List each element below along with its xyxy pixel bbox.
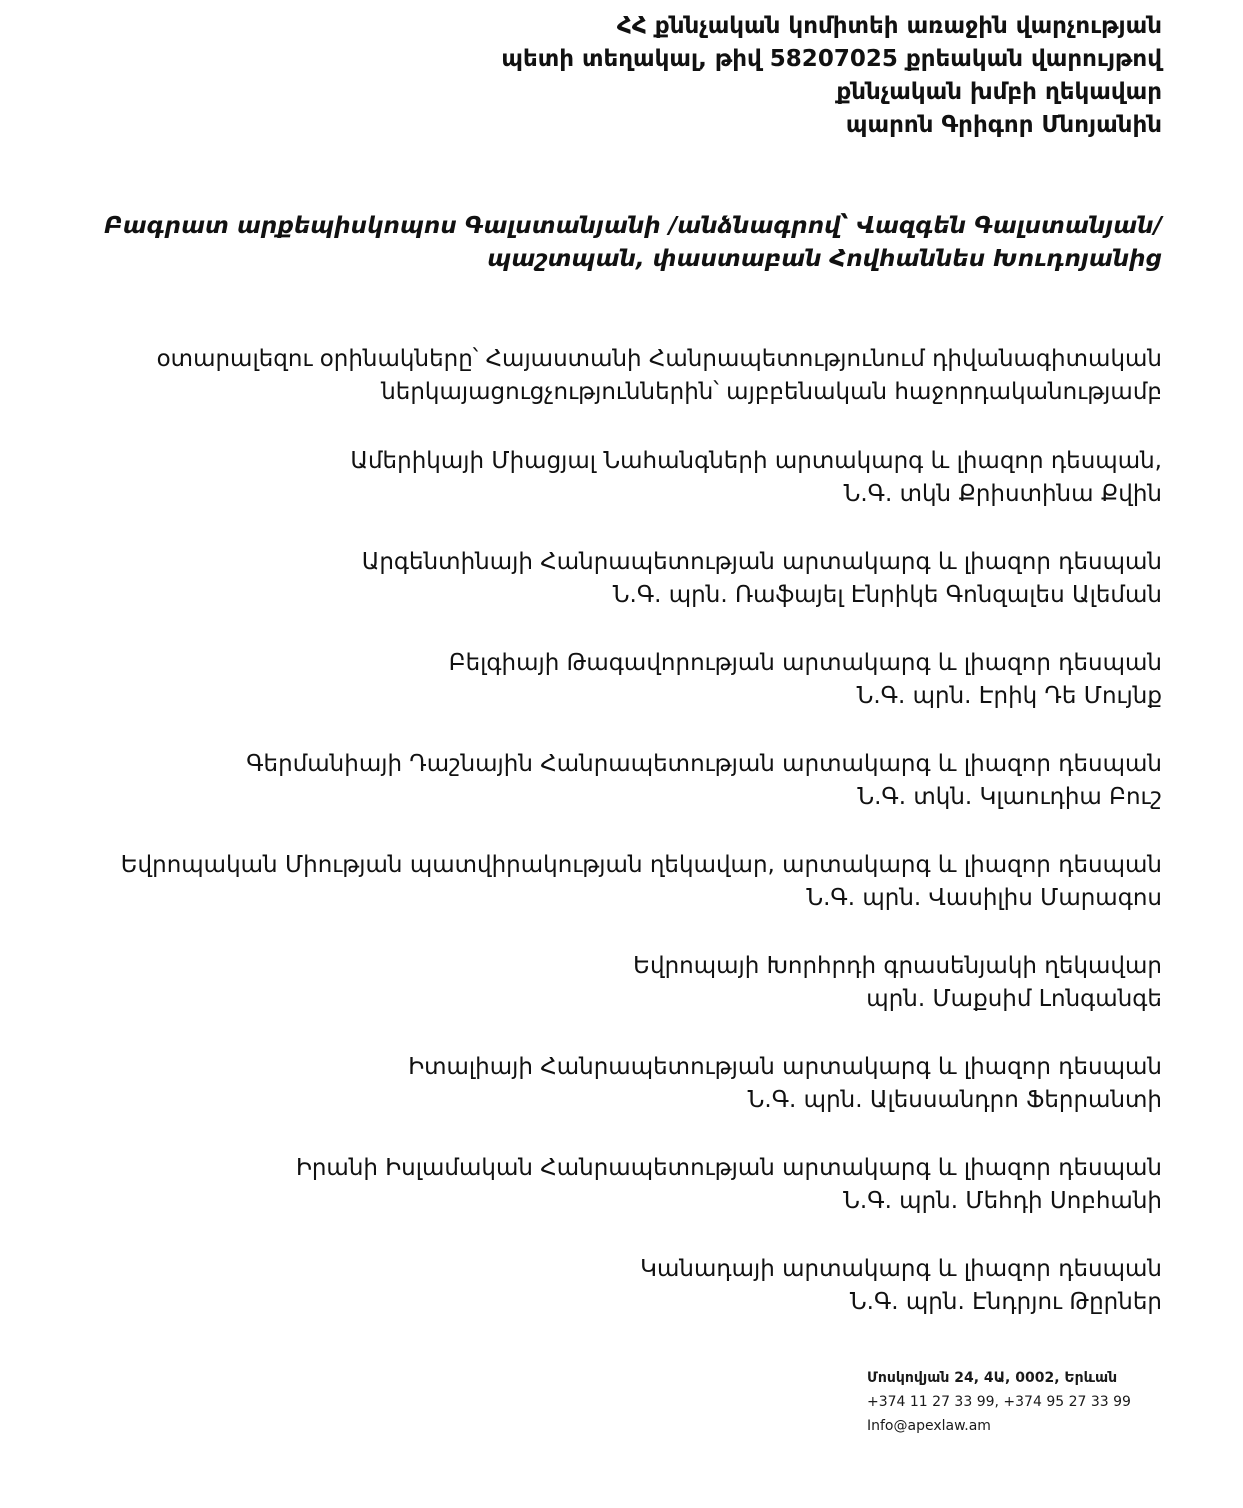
recipient-name: Ն.Գ. պրն. Ռաֆայել Էնրիկե Գոնզալես Ալեման <box>612 582 1162 608</box>
recipient-title: Արգենտինայի Հանրապետության արտակարգ և լիազոր դեսպան <box>361 549 1162 575</box>
intro-line: ներկայացուցչություններին՝ այբբենական հաջորդականությամբ <box>381 379 1162 405</box>
recipient-entry <box>12 647 1162 714</box>
recipient-entry <box>12 950 1162 1017</box>
contact-footer <box>867 1366 1237 1438</box>
intro-block <box>62 343 1162 409</box>
recipient-name: Ն.Գ. պրն. Մեհդի Սոբհանի <box>843 1188 1162 1214</box>
intro-line: օտարալեզու օրինակները՝ Հայաստանի Հանրապետությունում դիվանագիտական <box>156 346 1162 372</box>
addressee-line: քննչական խմբի ղեկավար <box>836 79 1162 105</box>
contact-email: Info@apexlaw.am <box>867 1418 991 1434</box>
recipient-title: Գերմանիայի Դաշնային Հանրապետության արտակարգ և լիազոր դեսպան <box>246 751 1162 777</box>
recipient-name: Ն.Գ. պրն. Էրիկ Դե Մույնք <box>856 683 1162 709</box>
recipient-entry <box>12 546 1162 613</box>
recipient-entry <box>12 748 1162 815</box>
recipient-title: Իրանի Իսլամական Հանրապետության արտակարգ և լիազոր դեսպան <box>295 1155 1162 1181</box>
contact-address: Մոսկովյան 24, 4Ա, 0002, Երևան <box>867 1370 1118 1386</box>
recipient-title: Կանադայի արտակարգ և լիազոր դեսպան <box>640 1256 1162 1282</box>
recipient-name: Ն.Գ. տկն. Կլաուդիա Բուշ <box>857 784 1162 810</box>
recipient-title: Եվրոպայի Խորհրդի գրասենյակի ղեկավար <box>633 953 1162 979</box>
recipient-list <box>12 445 1162 1354</box>
recipient-entry <box>12 849 1162 916</box>
recipient-name: Ն.Գ. պրն. Էնդրյու Թըրներ <box>849 1289 1162 1315</box>
recipient-name: պրն. Մաքսիմ Լոնգանգե <box>866 986 1162 1012</box>
recipient-entry <box>12 1253 1162 1320</box>
recipient-name: Ն.Գ. տկն Քրիստինա Քվին <box>843 481 1162 507</box>
recipient-title: Ամերիկայի Միացյալ Նահանգների արտակարգ և լիազոր դեսպան, <box>350 448 1162 474</box>
addressee-line: պարոն Գրիգոր Մնոյանին <box>845 112 1162 138</box>
recipient-title: Իտալիայի Հանրապետության արտակարգ և լիազոր դեսպան <box>408 1054 1162 1080</box>
recipient-title: Եվրոպական Միության պատվիրակության ղեկավար, արտակարգ և լիազոր դեսպան <box>120 852 1162 878</box>
recipient-name: Ն.Գ. պրն. Վասիլիս Մարագոս <box>806 885 1162 911</box>
subject-block <box>62 210 1162 276</box>
addressee-block <box>162 10 1162 142</box>
contact-phones: +374 11 27 33 99, +374 95 27 33 99 <box>867 1394 1131 1410</box>
addressee-line: պետի տեղակալ, թիվ 58207025 քրեական վարույթով <box>501 46 1162 72</box>
recipient-entry <box>12 1152 1162 1219</box>
subject-line: պաշտպան, փաստաբան Հովհաննես Խուդոյանից <box>487 246 1162 272</box>
addressee-line: ՀՀ քննչական կոմիտեի առաջին վարչության <box>616 13 1162 39</box>
recipient-name: Ն.Գ. պրն. Ալեսսանդրո Ֆերրանտի <box>747 1087 1162 1113</box>
subject-line: Բագրատ արքեպիսկոպոս Գալստանյանի /անձնագրով՝ Վազգեն Գալստանյան/ <box>104 213 1162 239</box>
recipient-title: Բելգիայի Թագավորության արտակարգ և լիազոր դեսպան <box>448 650 1162 676</box>
recipient-entry <box>12 445 1162 512</box>
recipient-entry <box>12 1051 1162 1118</box>
